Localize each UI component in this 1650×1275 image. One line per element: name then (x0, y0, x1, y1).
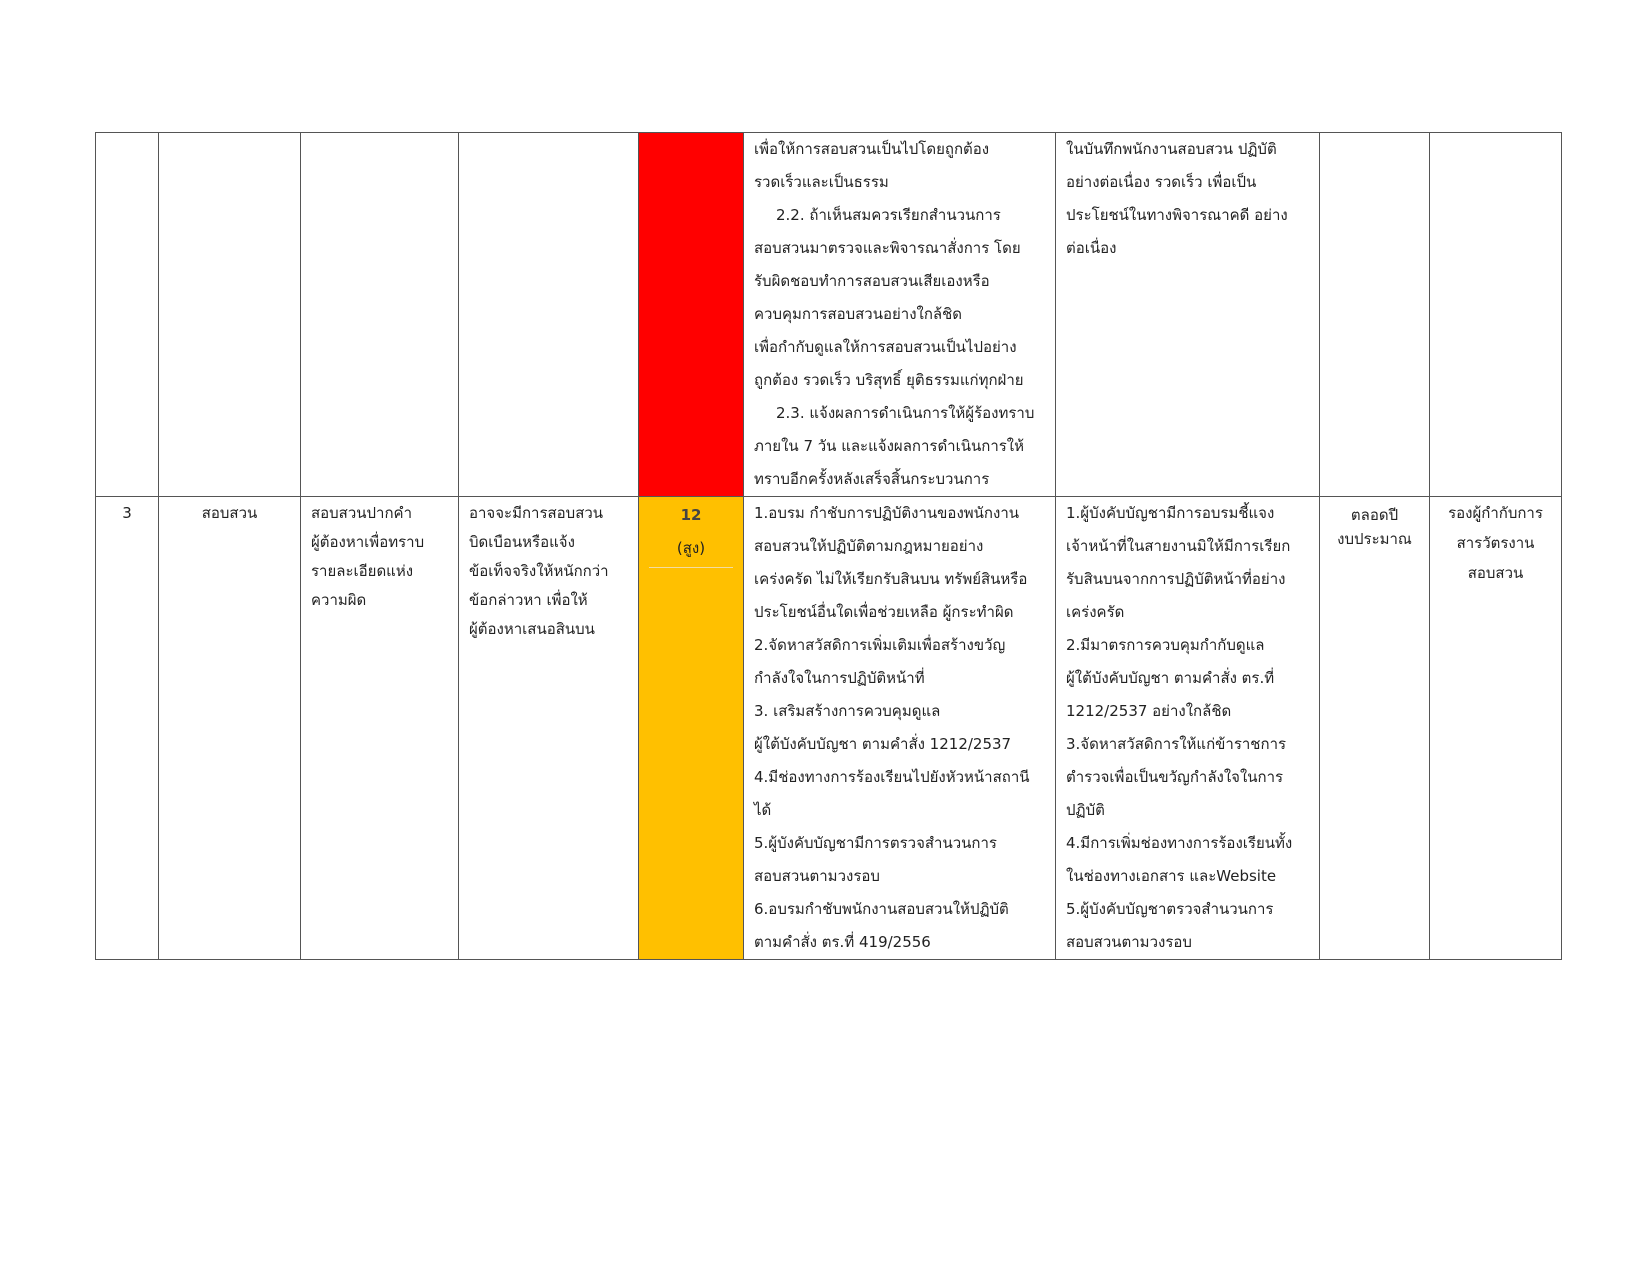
owner-line: สอบสวน (1467, 564, 1524, 582)
risk-line: ผู้ต้องหาเสนอสินบน (469, 620, 595, 638)
measure-line: 2.2. ถ้าเห็นสมควรเรียกสำนวนการ (776, 206, 1001, 224)
measure-line: ถูกต้อง รวดเร็ว บริสุทธิ์ ยุติธรรมแก่ทุกฝ่าย (754, 371, 1024, 389)
step-line: รายละเอียดแห่ง (311, 562, 414, 580)
step-line: ความผิด (311, 591, 367, 609)
risk-assessment-table (95, 132, 1562, 960)
measure-line: 4.มีช่องทางการร้องเรียนไปยังหัวหน้าสถานี (754, 768, 1030, 786)
measure-line: 1.อบรม กำชับการปฏิบัติงานของพนักงาน (754, 504, 1019, 522)
result-line: เคร่งครัด (1066, 603, 1125, 621)
measure-line: เพื่อกำกับดูแลให้การสอบสวนเป็นไปอย่าง (754, 338, 1017, 356)
risk-line: บิดเบือนหรือแจ้ง (469, 533, 575, 551)
owner-line: รองผู้กำกับการ (1448, 504, 1543, 522)
measure-line: 2.3. แจ้งผลการดำเนินการให้ผู้ร้องทราบ (776, 404, 1035, 422)
measure-line: สอบสวนตามวงรอบ (754, 867, 880, 885)
result-line: 4.มีการเพิ่มช่องทางการร้องเรียนทั้ง (1066, 834, 1293, 852)
cell-no (96, 133, 159, 497)
measure-line: กำลังใจในการปฏิบัติหน้าที่ (754, 669, 925, 687)
process-name: สอบสวน (159, 497, 301, 960)
result-line: 5.ผู้บังคับบัญชาตรวจสำนวนการ (1066, 900, 1274, 918)
result-line: อย่างต่อเนื่อง รวดเร็ว เพื่อเป็น (1066, 173, 1257, 191)
measure-line: สอบสวนมาตรวจและพิจารณาสั่งการ โดย (754, 239, 1021, 257)
measure-line: ตามคำสั่ง ตร.ที่ 419/2556 (754, 933, 931, 951)
cell-owner (1430, 497, 1562, 960)
cell-owner (1430, 133, 1562, 497)
measure-line: ภายใน 7 วัน และแจ้งผลการดำเนินการให้ (754, 437, 1025, 455)
risk-line: ข้อเท็จจริงให้หนักกว่า (469, 562, 609, 580)
measure-line: 6.อบรมกำชับพนักงานสอบสวนให้ปฏิบัติ (754, 900, 1009, 918)
measure-line: ควบคุมการสอบสวนอย่างใกล้ชิด (754, 305, 963, 323)
result-line: 1212/2537 อย่างใกล้ชิด (1066, 702, 1232, 720)
cell-results (1056, 133, 1320, 497)
measure-line: 5.ผู้บังคับบัญชามีการตรวจสำนวนการ (754, 834, 997, 852)
result-line: รับสินบนจากการปฏิบัติหน้าที่อย่าง (1066, 570, 1286, 588)
cell-measures (744, 133, 1056, 497)
result-line: สอบสวนตามวงรอบ (1066, 933, 1192, 951)
cell-results (1056, 497, 1320, 960)
cell-period (1320, 133, 1430, 497)
table-row-continued (96, 133, 1562, 497)
result-line: ปฏิบัติ (1066, 801, 1105, 819)
table-row-3 (96, 497, 1562, 960)
step-line: ผู้ต้องหาเพื่อทราบ (311, 533, 425, 551)
risk-score-cell (639, 497, 744, 960)
risk-score: 12 (680, 506, 702, 524)
result-line: ต่อเนื่อง (1066, 239, 1117, 257)
period-line: ตลอดปี (1350, 506, 1399, 524)
measure-line: 3. เสริมสร้างการควบคุมดูแล (754, 702, 941, 720)
period-line: งบประมาณ (1337, 530, 1412, 548)
cell-risk (459, 133, 639, 497)
cell-measures (744, 497, 1056, 960)
result-line: ประโยชน์ในทางพิจารณาคดี อย่าง (1066, 206, 1288, 224)
measure-line: ผู้ใต้บังคับบัญชา ตามคำสั่ง 1212/2537 (754, 735, 1012, 753)
risk-level: (สูง) (676, 539, 706, 557)
result-line: 2.มีมาตรการควบคุมกำกับดูแล (1066, 636, 1265, 654)
risk-line: อาจจะมีการสอบสวน (469, 504, 604, 522)
measure-line: ทราบอีกครั้งหลังเสร็จสิ้นกระบวนการ (754, 470, 990, 488)
result-line: ผู้ใต้บังคับบัญชา ตามคำสั่ง ตร.ที่ (1066, 669, 1275, 687)
result-line: 3.จัดหาสวัสดิการให้แก่ข้าราชการ (1066, 735, 1287, 753)
measure-line: ประโยชน์อื่นใดเพื่อช่วยเหลือ ผู้กระทำผิด (754, 603, 1014, 621)
result-line: ในบันทึกพนักงานสอบสวน ปฏิบัติ (1066, 140, 1277, 158)
measure-line: รวดเร็วและเป็นธรรม (754, 173, 889, 191)
measure-line: ได้ (754, 801, 772, 819)
owner-line: สารวัตรงาน (1456, 534, 1535, 552)
cell-risk (459, 497, 639, 960)
cell-period (1320, 497, 1430, 960)
measure-line: เพื่อให้การสอบสวนเป็นไปโดยถูกต้อง (754, 140, 990, 158)
result-line: 1.ผู้บังคับบัญชามีการอบรมชี้แจง (1066, 504, 1275, 522)
row-number: 3 (96, 497, 159, 960)
result-line: ตำรวจเพื่อเป็นขวัญกำลังใจในการ (1066, 768, 1284, 786)
cell-process (159, 133, 301, 497)
risk-score-cell-high (639, 133, 744, 497)
step-line: สอบสวนปากคำ (311, 504, 413, 522)
measure-line: 2.จัดหาสวัสดิการเพิ่มเติมเพื่อสร้างขวัญ (754, 636, 1006, 654)
measure-line: สอบสวนให้ปฏิบัติตามกฎหมายอย่าง (754, 537, 984, 555)
measure-line: รับผิดชอบทำการสอบสวนเสียเองหรือ (754, 272, 990, 290)
result-line: เจ้าหน้าที่ในสายงานมิให้มีการเรียก (1066, 537, 1291, 555)
risk-line: ข้อกล่าวหา เพื่อให้ (469, 591, 588, 609)
cell-step (301, 133, 459, 497)
cell-step (301, 497, 459, 960)
result-line: ในช่องทางเอกสาร และWebsite (1066, 867, 1277, 885)
measure-line: เคร่งครัด ไม่ให้เรียกรับสินบน ทรัพย์สินหรือ (754, 570, 1028, 588)
